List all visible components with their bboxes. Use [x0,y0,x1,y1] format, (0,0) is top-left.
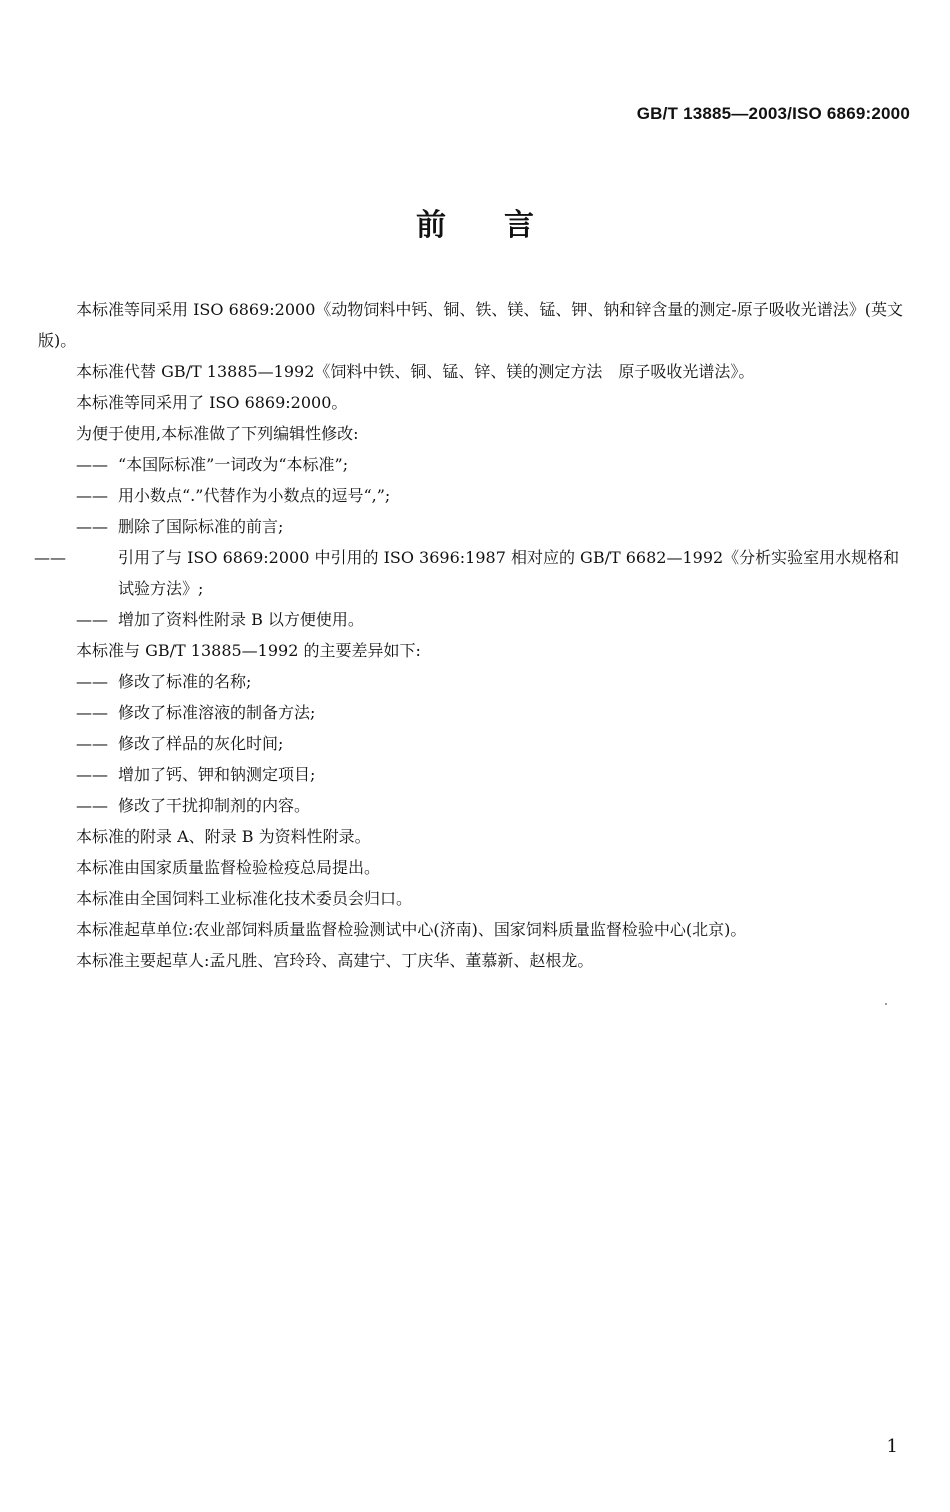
edit-list-item-text: 引用了与 ISO 6869:2000 中引用的 ISO 3696:1987 相对应的 GB/T 6682—1992《分析实验室用水规格和试验方法》; [118,548,900,598]
page-title: 前言 [416,208,592,243]
paragraph-annex: 本标准的附录 A、附录 B 为资料性附录。 [76,827,371,846]
list-dash: —— [76,734,108,753]
edit-list-item-text: 删除了国际标准的前言; [118,517,284,536]
diff-list-item [38,666,912,697]
list-dash: —— [76,672,108,691]
diff-list-item [38,790,912,821]
edit-list-item [34,542,912,604]
list-dash: —— [76,517,108,536]
list-dash: —— [76,486,108,505]
edit-list-item [38,604,912,635]
diff-list-item-text: 修改了样品的灰化时间; [118,734,284,753]
paragraph-edit-intro: 为便于使用,本标准做了下列编辑性修改: [76,424,359,443]
paragraph-equivalence: 本标准等同采用了 ISO 6869:2000。 [76,393,348,412]
edit-list-item [38,511,912,542]
standard-code: GB/T 13885—2003/ISO 6869:2000 [636,104,910,123]
diff-list-item [38,759,912,790]
list-dash: —— [76,796,108,815]
paragraph-diff-intro: 本标准与 GB/T 13885—1992 的主要差异如下: [76,641,421,660]
edit-list-item [38,480,912,511]
list-dash: —— [76,610,108,629]
diff-list-item-text: 增加了钙、钾和钠测定项目; [118,765,316,784]
edit-list-item-text: 增加了资料性附录 B 以方便使用。 [118,610,364,629]
list-dash: —— [76,765,108,784]
edit-list-item [38,449,912,480]
diff-list-item [38,697,912,728]
diff-list-item [38,728,912,759]
list-dash: —— [76,703,108,722]
scan-speck [885,1003,887,1005]
edit-list-item-text: 用小数点“.”代替作为小数点的逗号“,”; [118,486,391,505]
diff-list-item-text: 修改了标准溶液的制备方法; [118,703,316,722]
paragraph-replacement: 本标准代替 GB/T 13885—1992《饲料中铁、铜、锰、锌、镁的测定方法 原子吸收光谱法》。 [76,362,755,381]
paragraph-drafters: 本标准主要起草人:孟凡胜、宫玲玲、高建宁、丁庆华、董慕新、赵根龙。 [76,951,594,970]
list-dash: —— [34,548,66,567]
paragraph-proposer: 本标准由国家质量监督检验检疫总局提出。 [76,858,381,877]
diff-list-item-text: 修改了标准的名称; [118,672,252,691]
edit-list-item-text: “本国际标准”一词改为“本标准”; [118,455,349,474]
paragraph-drafting-units: 本标准起草单位:农业部饲料质量监督检验测试中心(济南)、国家饲料质量监督检验中心(北京)。 [76,920,747,939]
paragraph-adoption: 本标准等同采用 ISO 6869:2000《动物饲料中钙、铜、铁、镁、锰、钾、钠和锌含量的测定-原子吸收光谱法》(英文版)。 [38,300,904,350]
diff-list-item-text: 修改了干扰抑制剂的内容。 [118,796,311,815]
list-dash: —— [76,455,108,474]
document-body [34,294,912,976]
paragraph-committee: 本标准由全国饲料工业标准化技术委员会归口。 [76,889,413,908]
page-number: 1 [886,1436,898,1457]
